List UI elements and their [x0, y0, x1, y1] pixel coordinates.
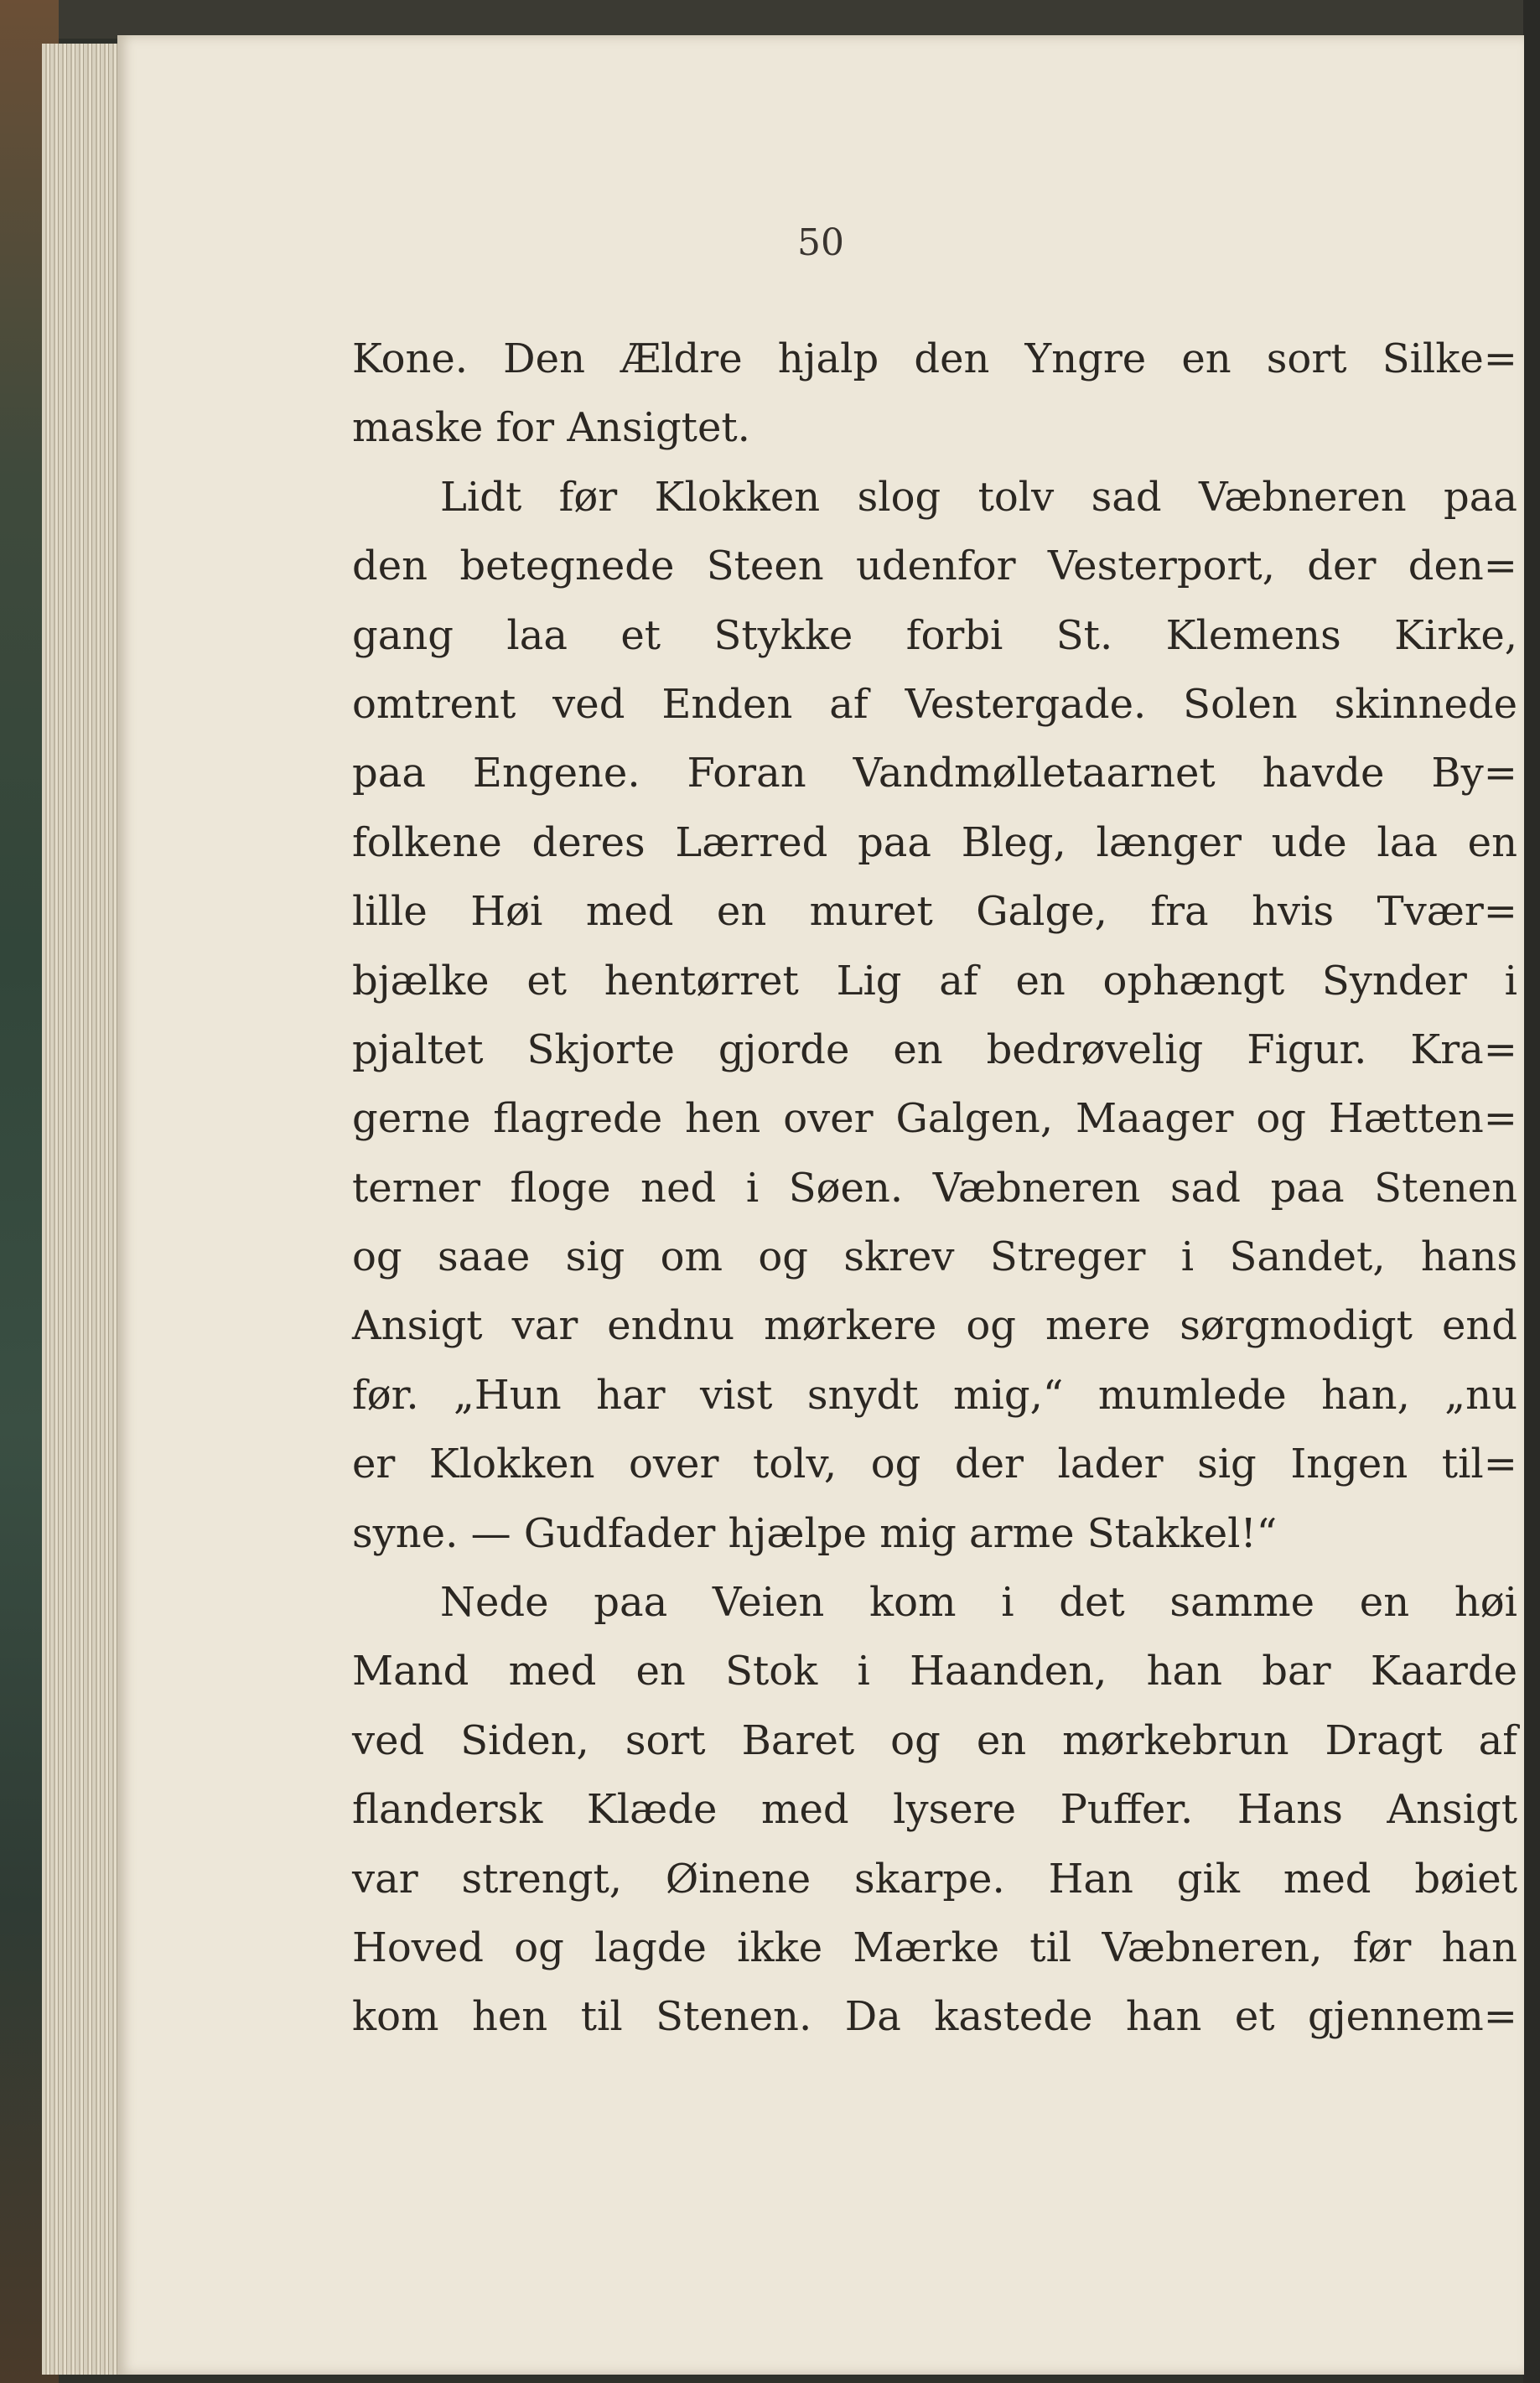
text-line: paa Engene. Foran Vandmølletaarnet havde By=: [352, 750, 1517, 797]
text-line: gang laa et Stykke forbi St. Klemens Kirke,: [352, 611, 1517, 659]
backdrop-right: [1523, 0, 1540, 2383]
text-line: pjaltet Skjorte gjorde en bedrøvelig Figur. Kra=: [352, 1025, 1517, 1073]
text-line: maske for Ansigtet.: [352, 404, 750, 452]
text-line: Lidt før Klokken slog tolv sad Væbneren paa: [440, 473, 1517, 521]
text-line: lille Høi med en muret Galge, fra hvis Tvær=: [352, 888, 1517, 936]
text-line: Mand med en Stok i Haanden, han bar Kaarde: [352, 1648, 1517, 1695]
text-line: er Klokken over tolv, og der lader sig Ingen til=: [352, 1441, 1517, 1488]
backdrop-top: [0, 0, 1540, 39]
page-number: 50: [797, 221, 844, 264]
body-text: [352, 324, 1517, 2052]
text-line: den betegnede Steen udenfor Vesterport, der den=: [352, 543, 1517, 590]
text-line: flandersk Klæde med lysere Puffer. Hans Ansigt: [352, 1786, 1517, 1834]
text-line: kom hen til Stenen. Da kastede han et gjennem=: [352, 1993, 1517, 2041]
text-line: bjælke et hentørret Lig af en ophængt Synder i: [352, 957, 1517, 1005]
text-line: og saae sig om og skrev Streger i Sandet, hans: [352, 1233, 1517, 1281]
text-line: Ansigt var endnu mørkere og mere sørgmodigt end: [352, 1302, 1517, 1350]
text-line: omtrent ved Enden af Vestergade. Solen skinnede: [352, 680, 1517, 728]
book-page: [117, 35, 1524, 2375]
text-line: folkene deres Lærred paa Bleg, længer ude laa en: [352, 818, 1517, 866]
page-edges: [42, 44, 117, 2375]
text-line: var strengt, Øinene skarpe. Han gik med bøiet: [352, 1855, 1517, 1903]
text-line: syne. — Gudfader hjælpe mig arme Stakkel!“: [352, 1509, 1278, 1557]
text-line: terner floge ned i Søen. Væbneren sad paa Stenen: [352, 1164, 1517, 1212]
text-line: Nede paa Veien kom i det samme en høi: [440, 1579, 1517, 1627]
text-line: gerne flagrede hen over Galgen, Maager og Hætten=: [352, 1095, 1517, 1143]
text-line: Hoved og lagde ikke Mærke til Væbneren, før han: [352, 1924, 1517, 1971]
text-line: før. „Hun har vist snydt mig,“ mumlede han, „nu: [352, 1371, 1517, 1419]
text-line: ved Siden, sort Baret og en mørkebrun Dragt af: [352, 1716, 1517, 1764]
text-line: Kone. Den Ældre hjalp den Yngre en sort Silke=: [352, 335, 1517, 382]
